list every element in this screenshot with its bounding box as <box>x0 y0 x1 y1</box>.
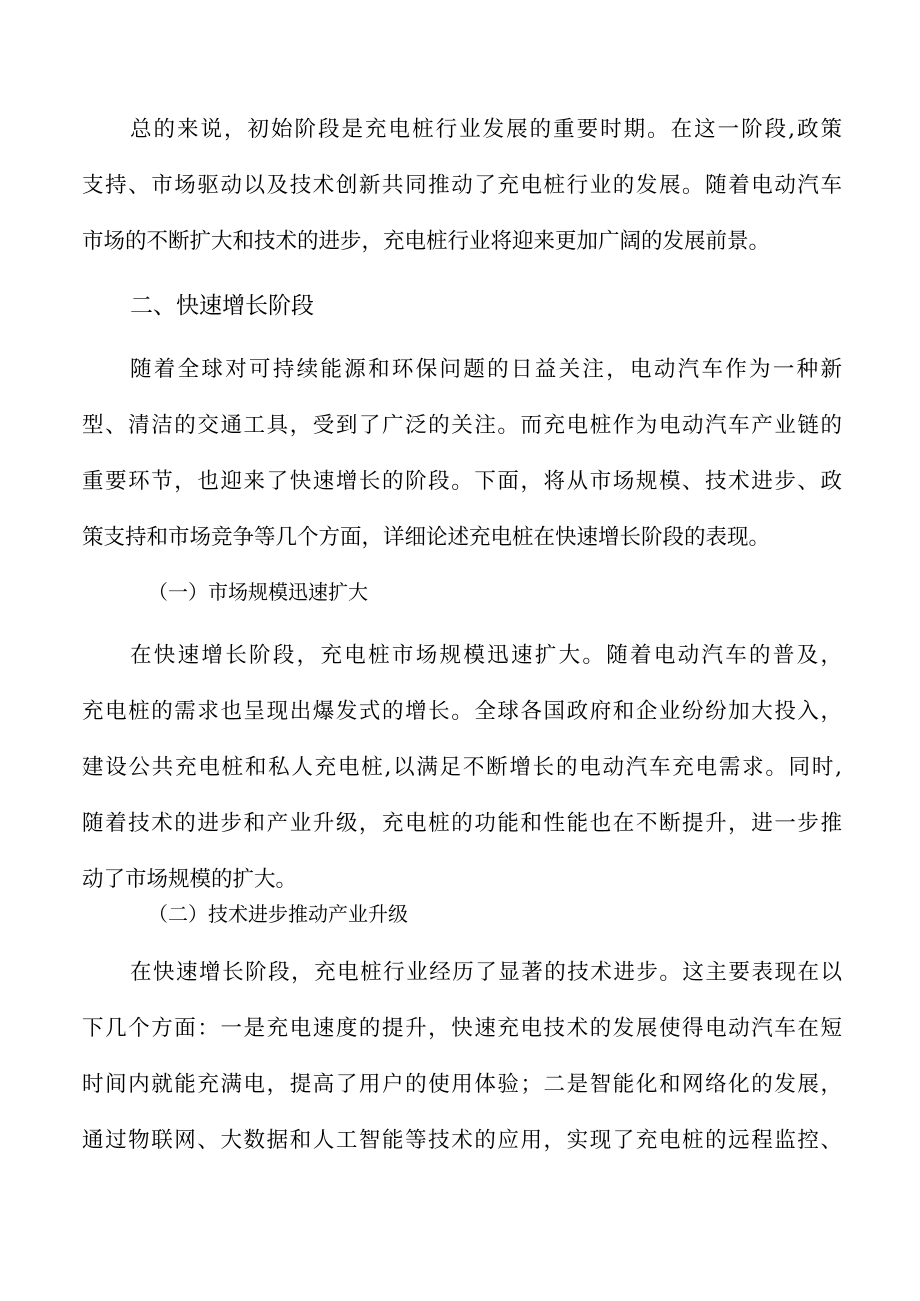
text-line: 通过物联网、大数据和人工智能等技术的应用，实现了充电桩的远程监控、 <box>82 1128 842 1153</box>
paragraph-technology <box>82 945 842 1169</box>
text-line: 策支持和市场竞争等几个方面，详细论述充电桩在快速增长阶段的表现。 <box>82 525 771 550</box>
text-line: 在快速增长阶段，充电桩行业经历了显著的技术进步。这主要表现在以 <box>130 960 842 985</box>
section-heading: 二、快速增长阶段 <box>130 293 314 319</box>
subsection-heading-technology: （二）技术进步推动产业升级 <box>148 902 408 926</box>
paragraph-summary <box>82 102 842 270</box>
text-line: 型、清洁的交通工具，受到了广泛的关注。而充电桩作为电动汽车产业链的 <box>82 413 842 438</box>
text-line: 在快速增长阶段，充电桩市场规模迅速扩大。随着电动汽车的普及， <box>130 643 842 668</box>
subsection-heading-market: （一）市场规模迅速扩大 <box>148 580 368 604</box>
text-line: 下几个方面：一是充电速度的提升，快速充电技术的发展使得电动汽车在短 <box>82 1016 842 1041</box>
paragraph-market <box>82 628 842 908</box>
text-line: 动了市场规模的扩大。 <box>82 867 298 892</box>
text-line: 总的来说，初始阶段是充电桩行业发展的重要时期。在这一阶段,政策 <box>130 117 842 142</box>
text-line: 重要环节，也迎来了快速增长的阶段。下面，将从市场规模、技术进步、政 <box>82 469 842 494</box>
text-line: 市场的不断扩大和技术的进步，充电桩行业将迎来更加广阔的发展前景。 <box>82 229 771 254</box>
text-line: 支持、市场驱动以及技术创新共同推动了充电桩行业的发展。随着电动汽车 <box>82 173 842 198</box>
paragraph-intro <box>82 342 842 566</box>
text-line: 时间内就能充满电，提高了用户的使用体验；二是智能化和网络化的发展， <box>82 1072 842 1097</box>
text-line: 随着技术的进步和产业升级，充电桩的功能和性能也在不断提升，进一步推 <box>82 811 842 836</box>
text-line: 充电桩的需求也呈现出爆发式的增长。全球各国政府和企业纷纷加大投入， <box>82 699 842 724</box>
text-line: 建设公共充电桩和私人充电桩,以满足不断增长的电动汽车充电需求。同时, <box>82 755 842 780</box>
text-line: 随着全球对可持续能源和环保问题的日益关注，电动汽车作为一种新 <box>130 357 842 382</box>
